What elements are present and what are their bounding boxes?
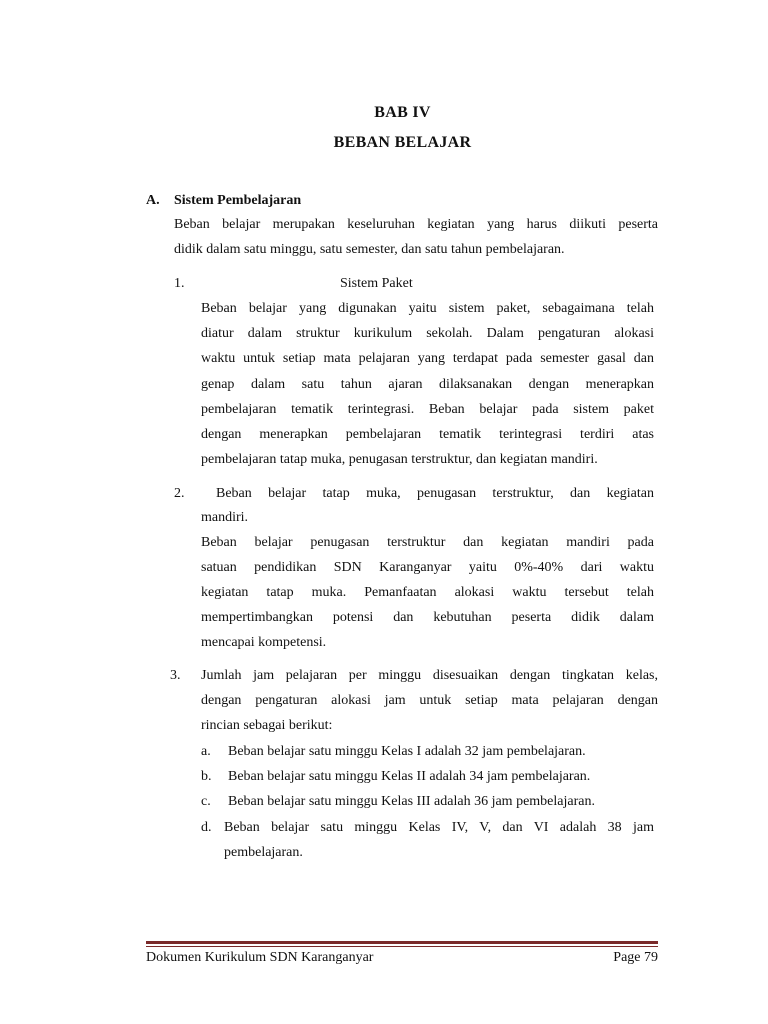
item-3-line-2: dengan pengaturan alokasi jam untuk setiap mata pelajaran dengan — [201, 693, 658, 708]
item-2-line-4: mempertimbangkan potensi dan kebutuhan peserta didik dalam — [201, 610, 654, 625]
item-1-line-1: Beban belajar yang digunakan yaitu sistem paket, sebagaimana telah — [201, 301, 654, 316]
item-3-sub-b-letter: b. — [201, 769, 212, 784]
item-1-line-3: waktu untuk setiap mata pelajaran yang terdapat pada semester gasal dan — [201, 351, 654, 366]
item-3-sub-c-text: Beban belajar satu minggu Kelas III adalah 36 jam pembelajaran. — [228, 794, 595, 809]
item-2-number: 2. — [174, 486, 185, 501]
section-letter: A. — [146, 193, 160, 208]
item-3-number: 3. — [170, 668, 181, 683]
item-1-line-7: pembelajaran tatap muka, penugasan terstruktur, dan kegiatan mandiri. — [201, 452, 598, 467]
chapter-title: BEBAN BELAJAR — [333, 134, 472, 151]
item-3-sub-d-line-1: Beban belajar satu minggu Kelas IV, V, dan VI adalah 38 jam — [224, 820, 654, 835]
item-3-sub-d-line-2: pembelajaran. — [224, 845, 303, 860]
item-2-line-1: Beban belajar penugasan terstruktur dan kegiatan mandiri pada — [201, 535, 654, 550]
item-1-line-6: dengan menerapkan pembelajaran tematik terintegrasi terdiri atas — [201, 427, 654, 442]
item-1-heading: Sistem Paket — [340, 276, 413, 291]
item-1-line-5: pembelajaran tematik terintegrasi. Beban belajar pada sistem paket — [201, 402, 654, 417]
footer-rule-thin — [146, 946, 658, 947]
item-3-sub-b-text: Beban belajar satu minggu Kelas II adalah 34 jam pembelajaran. — [228, 769, 591, 784]
item-3-sub-a-letter: a. — [201, 744, 211, 759]
item-1-line-2: diatur dalam struktur kurikulum sekolah. Dalam pengaturan alokasi — [201, 326, 654, 341]
item-3-line-3: rincian sebagai berikut: — [201, 718, 333, 733]
item-3-sub-d-letter: d. — [201, 820, 212, 835]
intro-line-1: Beban belajar merupakan keseluruhan kegiatan yang harus diikuti peserta — [174, 217, 658, 232]
footer-document-title: Dokumen Kurikulum SDN Karanganyar — [146, 950, 374, 965]
footer-page-number: Page 79 — [613, 950, 658, 965]
chapter-label: BAB IV — [374, 104, 431, 121]
intro-line-2: didik dalam satu minggu, satu semester, dan satu tahun pembelajaran. — [174, 242, 565, 257]
item-2-heading-line-1: Beban belajar tatap muka, penugasan terstruktur, dan kegiatan — [216, 486, 654, 501]
item-3-sub-c-letter: c. — [201, 794, 211, 809]
section-title: Sistem Pembelajaran — [174, 193, 302, 208]
footer-rule-thick — [146, 941, 658, 944]
item-3-line-1: Jumlah jam pelajaran per minggu disesuaikan dengan tingkatan kelas, — [201, 668, 658, 683]
item-2-line-2: satuan pendidikan SDN Karanganyar yaitu 0%-40% dari waktu — [201, 560, 654, 575]
item-1-number: 1. — [174, 276, 185, 291]
item-2-line-5: mencapai kompetensi. — [201, 635, 327, 650]
item-2-heading-line-2: mandiri. — [201, 510, 249, 525]
item-2-line-3: kegiatan tatap muka. Pemanfaatan alokasi waktu tersebut telah — [201, 585, 654, 600]
item-3-sub-a-text: Beban belajar satu minggu Kelas I adalah 32 jam pembelajaran. — [228, 744, 586, 759]
item-1-line-4: genap dalam satu tahun ajaran dilaksanakan dengan menerapkan — [201, 377, 654, 392]
